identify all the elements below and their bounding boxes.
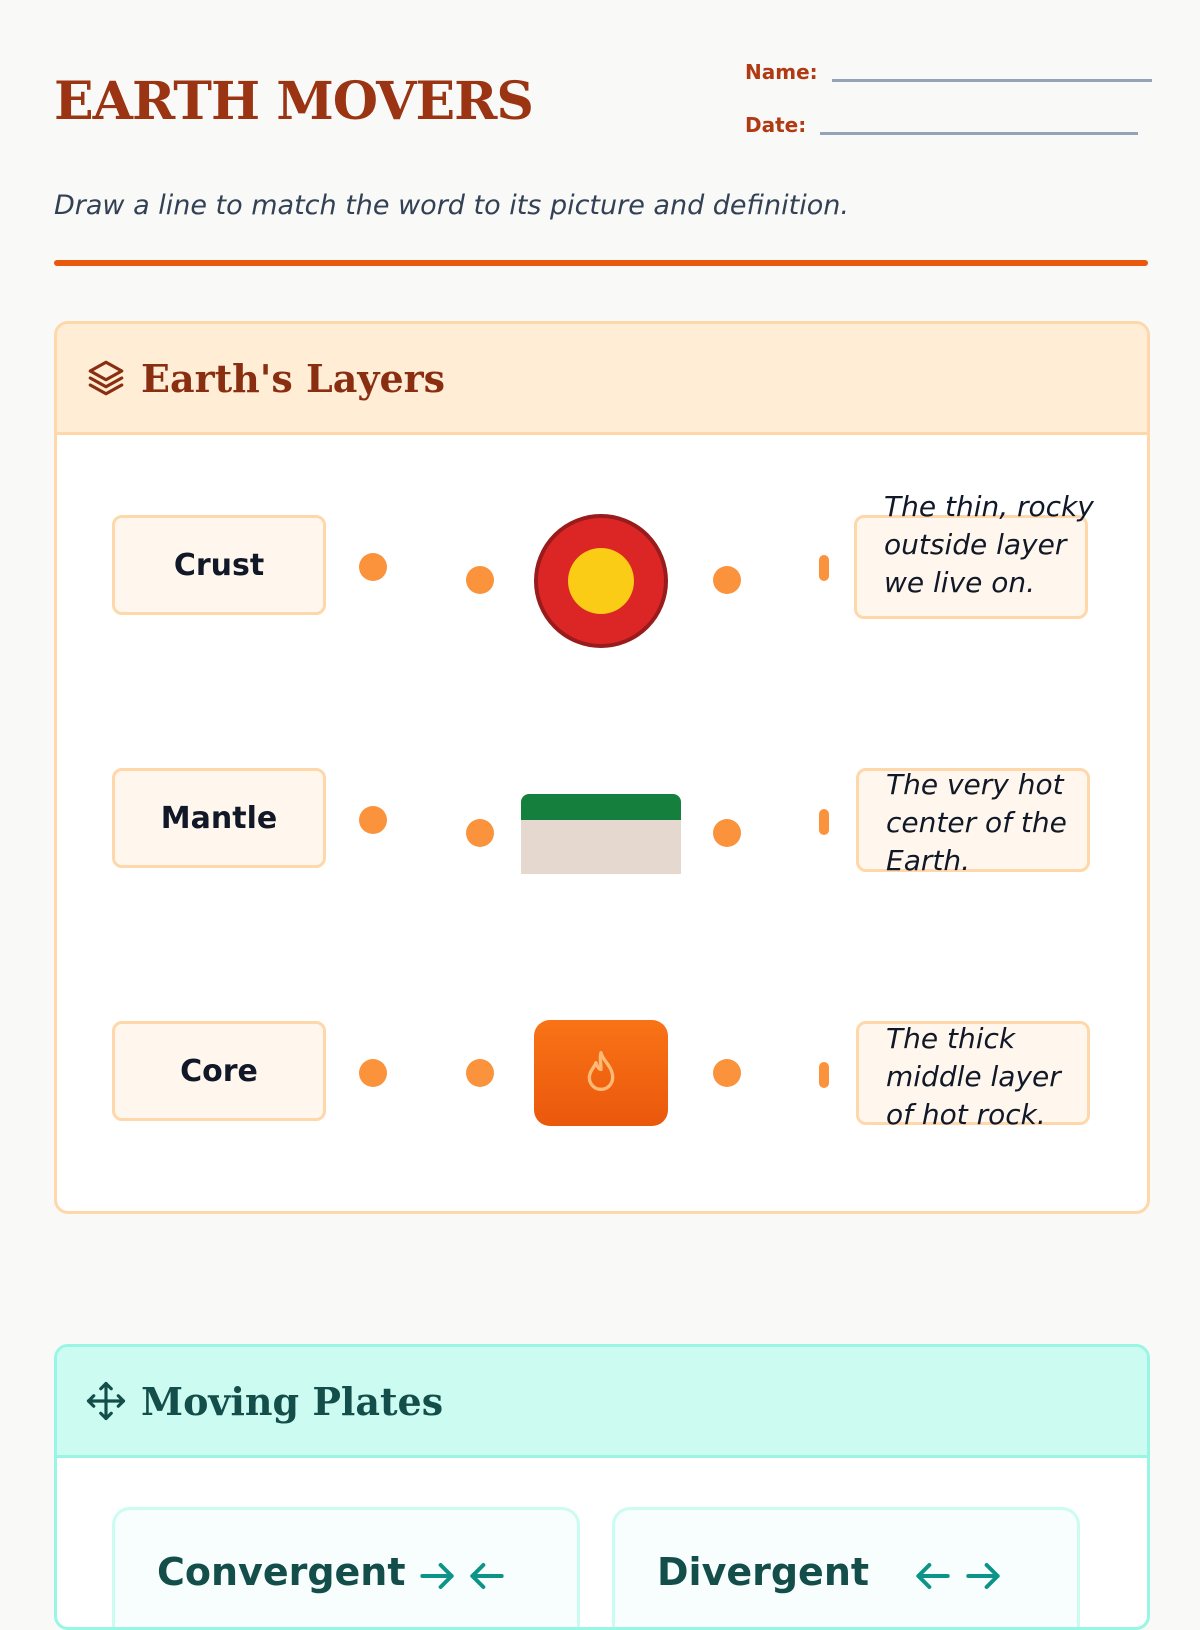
earth-layers-header <box>57 324 1147 435</box>
word-mantle[interactable]: Mantle <box>112 768 326 868</box>
plate-type-label: Convergent <box>157 1550 406 1594</box>
date-field[interactable] <box>745 113 1138 137</box>
name-input-line[interactable] <box>832 79 1152 82</box>
moving-plates-title: Moving Plates <box>141 1378 444 1424</box>
converging-arrows-icon <box>415 1554 509 1598</box>
plate-divergent-card[interactable] <box>612 1507 1080 1630</box>
match-dot[interactable] <box>359 1059 387 1087</box>
match-dot[interactable] <box>466 819 494 847</box>
flame-icon <box>581 1047 621 1099</box>
plate-type-label: Divergent <box>657 1550 870 1594</box>
match-dot[interactable] <box>466 1059 494 1087</box>
earth-layers-title: Earth's Layers <box>141 355 446 401</box>
moving-plates-header <box>57 1347 1147 1458</box>
match-dot[interactable] <box>359 553 387 581</box>
match-dot[interactable] <box>466 566 494 594</box>
definition-text: The very hot center of the Earth. <box>886 768 1067 877</box>
header-divider <box>54 260 1148 266</box>
layers-icon <box>85 357 127 399</box>
definition-text: The thick middle layer of hot rock. <box>886 1022 1061 1131</box>
moving-plates-section <box>54 1344 1150 1630</box>
date-input-line[interactable] <box>820 132 1138 135</box>
definition-text: The thin, rocky outside layer we live on. <box>884 490 1094 599</box>
date-label: Date: <box>745 113 807 137</box>
word-core[interactable]: Core <box>112 1021 326 1121</box>
match-tick[interactable] <box>819 1062 829 1088</box>
flame-picture <box>534 1020 668 1126</box>
core-center <box>568 548 634 614</box>
worksheet-title: EARTH MOVERS <box>54 71 533 132</box>
diverging-arrows-icon <box>911 1554 1005 1598</box>
move-arrows-icon <box>85 1380 127 1422</box>
name-label: Name: <box>745 60 818 84</box>
core-rings-picture <box>534 514 668 648</box>
ground-strata-picture <box>521 794 681 874</box>
instructions: Draw a line to match the word to its picture and definition. <box>54 190 849 221</box>
earth-layers-section <box>54 321 1150 1214</box>
match-tick[interactable] <box>819 809 829 835</box>
name-field[interactable] <box>745 60 1152 84</box>
grass-layer <box>521 794 681 820</box>
soil-layer <box>521 820 681 874</box>
match-dot[interactable] <box>359 806 387 834</box>
match-dot[interactable] <box>713 566 741 594</box>
plate-convergent-card[interactable] <box>112 1507 580 1630</box>
word-crust[interactable]: Crust <box>112 515 326 615</box>
match-tick[interactable] <box>819 555 829 581</box>
match-dot[interactable] <box>713 1059 741 1087</box>
match-dot[interactable] <box>713 819 741 847</box>
